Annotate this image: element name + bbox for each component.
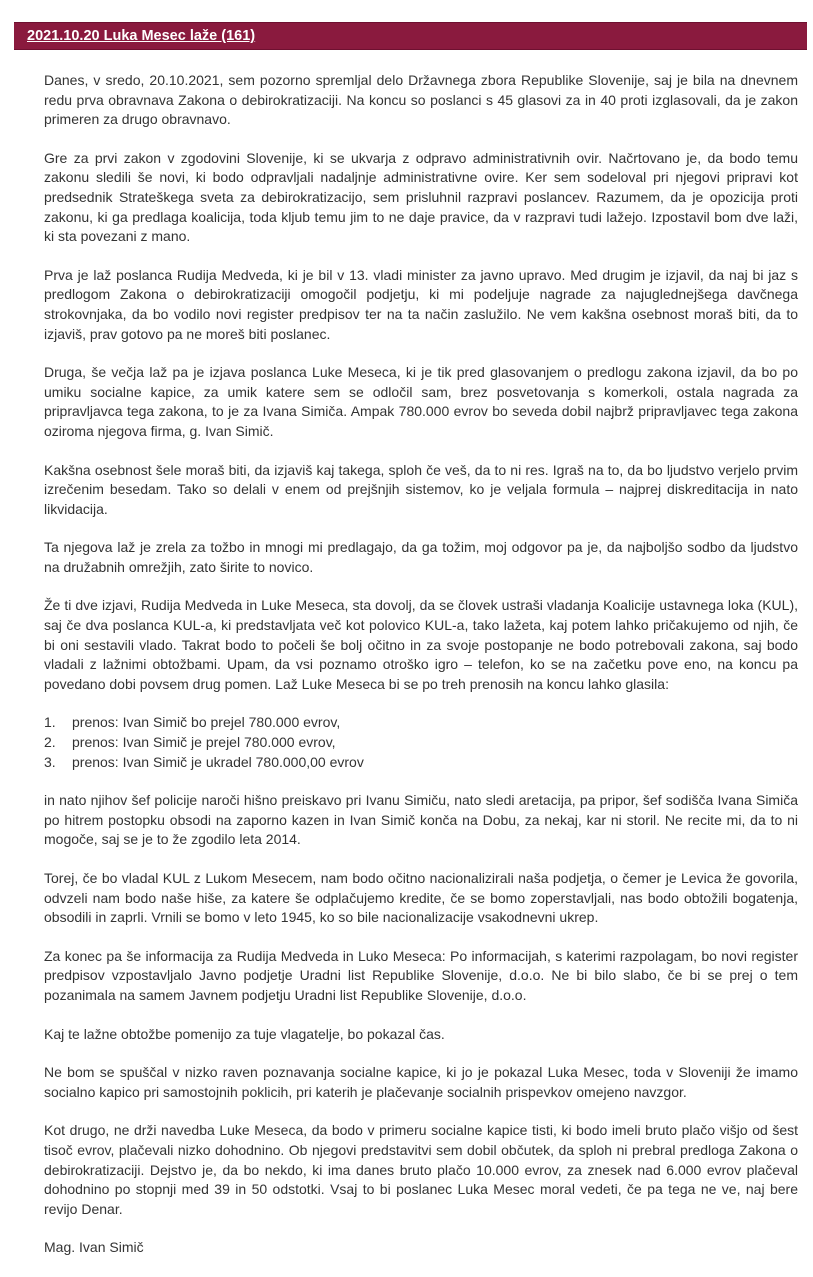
paragraph: Za konec pa še informacija za Rudija Medveda in Luko Meseca: Po informacijah, s katerimi razpolagam, bo novi register predpisov vzpostavljalo Javno podjetje Uradni list Republike Slovenije, d.o.o. Ne bi bilo slabo, če bi se prej o tem pozanimala na samem Javnem podjetju Uradni list Republike Slovenije, d.o.o.	[44, 947, 798, 1003]
paragraph: in nato njihov šef policije naroči hišno preiskavo pri Ivanu Simiču, nato sledi aretacija, pa pripor, šef sodišča Ivana Simiča po hitrem postopku obsodi na zaporno kazen in Ivan Simič konča na Dobu, za nekaj, kar ni storil. Ne recite mi, da to ni mogoče, saj se je to že zgodilo leta 2014.	[44, 792, 798, 848]
article-title-link[interactable]: 2021.10.20 Luka Mesec laže (161)	[27, 28, 256, 44]
article-title-bar	[14, 22, 807, 50]
list-item	[44, 753, 798, 773]
author-signature: Mag. Ivan Simič	[44, 1239, 144, 1256]
paragraph: Druga, še večja laž pa je izjava poslanca Luke Meseca, ki je tik pred glasovanjem o predlogu zakona izjavil, da bo po umiku socialne kapice, za umik katere sem se odločil sam, brez posvetovanja s komerkoli, ostala nagrada za pripravljavca tega zakona, to je za Ivana Simiča. Ampak 780.000 evrov bo seveda dobil najbrž pripravljavec tega zakona oziroma njegova firma, g. Ivan Simič.	[44, 364, 798, 439]
paragraph: Danes, v sredo, 20.10.2021, sem pozorno spremljal delo Državnega zbora Republike Slovenije, saj je bila na dnevnem redu prva obravnava Zakona o debirokratizaciji. Na koncu so poslanci s 45 glasovi za in 40 proti izglasovali, da je zakon primeren za drugo obravnavo.	[44, 72, 798, 128]
list-item-number: 1.	[44, 714, 56, 731]
list-item	[44, 713, 798, 733]
paragraph: Že ti dve izjavi, Rudija Medveda in Luke Meseca, sta dovolj, da se človek ustraši vladanja Koalicije ustavnega loka (KUL), saj če dva poslanca KUL-a, ki predstavljata več kot polovico KUL-a, tako lažeta, kaj potem lahko pričakujemo od njih, če bi oni sestavili vlado. Takrat bodo to počeli še bolj očitno in za svoje postopanje ne bodo potrebovali zakona, saj bodo vladali z lažnimi obtožbami. Upam, da vsi poznamo otroško igro – telefon, ko se na začetku pove eno, na koncu pa povedano dobi povsem drug pomen. Laž Luke Meseca bi se po treh prenosih na koncu lahko glasila:	[44, 597, 798, 692]
list-item-text: prenos: Ivan Simič je ukradel 780.000,00 evrov	[72, 753, 364, 770]
paragraph: Prva je laž poslanca Rudija Medveda, ki je bil v 13. vladi minister za javno upravo. Med drugim je izjavil, da naj bi jaz s predlogom Zakona o debirokratizaciji omogočil podjetju, ki mi podeljuje nagrade za najuglednejšega davčnega strokovnjaka, da bo vodilo novi register predpisov ter na ta način zaslužilo. Ne vem kakšna osebnost moraš biti, da to izjaviš, prav gotovo pa ne moreš biti poslanec.	[44, 266, 798, 342]
paragraph: Kakšna osebnost šele moraš biti, da izjaviš kaj takega, sploh če veš, da to ni res. Igraš na to, da bo ljudstvo verjelo prvim izrečenim besedam. Tako so delali v enem od prejšnjih sistemov, ko je veljala formula – najprej diskreditacija in nato likvidacija.	[44, 461, 798, 517]
list-item	[44, 733, 798, 753]
list-item-text: prenos: Ivan Simič bo prejel 780.000 evrov,	[72, 714, 341, 731]
transfer-list	[44, 713, 798, 772]
paragraph: Kot drugo, ne drži navedba Luke Meseca, da bodo v primeru socialne kapice tisti, ki bodo imeli bruto plačo višjo od šest tisoč evrov, plačevali nizko dohodnino. Ob njegovi predstavitvi sem dobil občutek, da sploh ni prebral predloga Zakona o debirokratizaciji. Dejstvo je, da bo nekdo, ki ima danes bruto plačo 10.000 evrov, za znesek nad 6.000 evrov plačeval dohodnino po stopnji med 39 in 50 odstotki. Vsaj to bi poslanec Luka Mesec moral vedeti, če pa tega ne ve, naj bere revijo Denar.	[44, 1122, 798, 1217]
paragraph: Kaj te lažne obtožbe pomenijo za tuje vlagatelje, bo pokazal čas.	[44, 1025, 445, 1042]
list-item-number: 2.	[44, 734, 56, 751]
list-item-text: prenos: Ivan Simič je prejel 780.000 evrov,	[72, 734, 336, 751]
paragraph: Ne bom se spuščal v nizko raven poznavanja socialne kapice, ki jo je pokazal Luka Mesec, toda v Sloveniji že imamo socialno kapico pri samostojnih poklicih, pri katerih je plačevanje socialnih prispevkov omejeno navzgor.	[44, 1064, 798, 1100]
article-body	[44, 71, 798, 1277]
paragraph: Torej, če bo vladal KUL z Lukom Mesecem, nam bodo očitno nacionalizirali naša podjetja, o čemer je Levica že govorila, odvzeli nam bodo naše hiše, za katere še odplačujemo kredite, če se bomo zoperstavljali, nas bodo obtožili bogatenja, obsodili in zaprli. Vrnili se bomo v leto 1945, ko so bile nacionalizacije vsakodnevni ukrep.	[44, 870, 798, 926]
paragraph: Ta njegova laž je zrela za tožbo in mnogi mi predlagajo, da ga tožim, moj odgovor pa je, da najboljšo sodbo da ljudstvo na družabnih omrežjih, zato širite to novico.	[44, 539, 798, 575]
list-item-number: 3.	[44, 753, 56, 770]
paragraph: Gre za prvi zakon v zgodovini Slovenije, ki se ukvarja z odpravo administrativnih ovir. Načrtovano je, da bodo temu zakonu sledili še novi, ki bodo odpravljali nadaljnje administrativne ovire. Ker sem sodeloval pri njegovi pripravi kot predsednik Strateškega sveta za debirokratizacijo, sem prisluhnil razpravi poslancev. Razumem, da je opozicija proti zakonu, ki ga predlaga koalicija, toda kljub temu jim to ne daje pravice, da v razpravi tudi lažejo. Izpostavil bom dve laži, ki sta povezani z mano.	[44, 149, 798, 245]
